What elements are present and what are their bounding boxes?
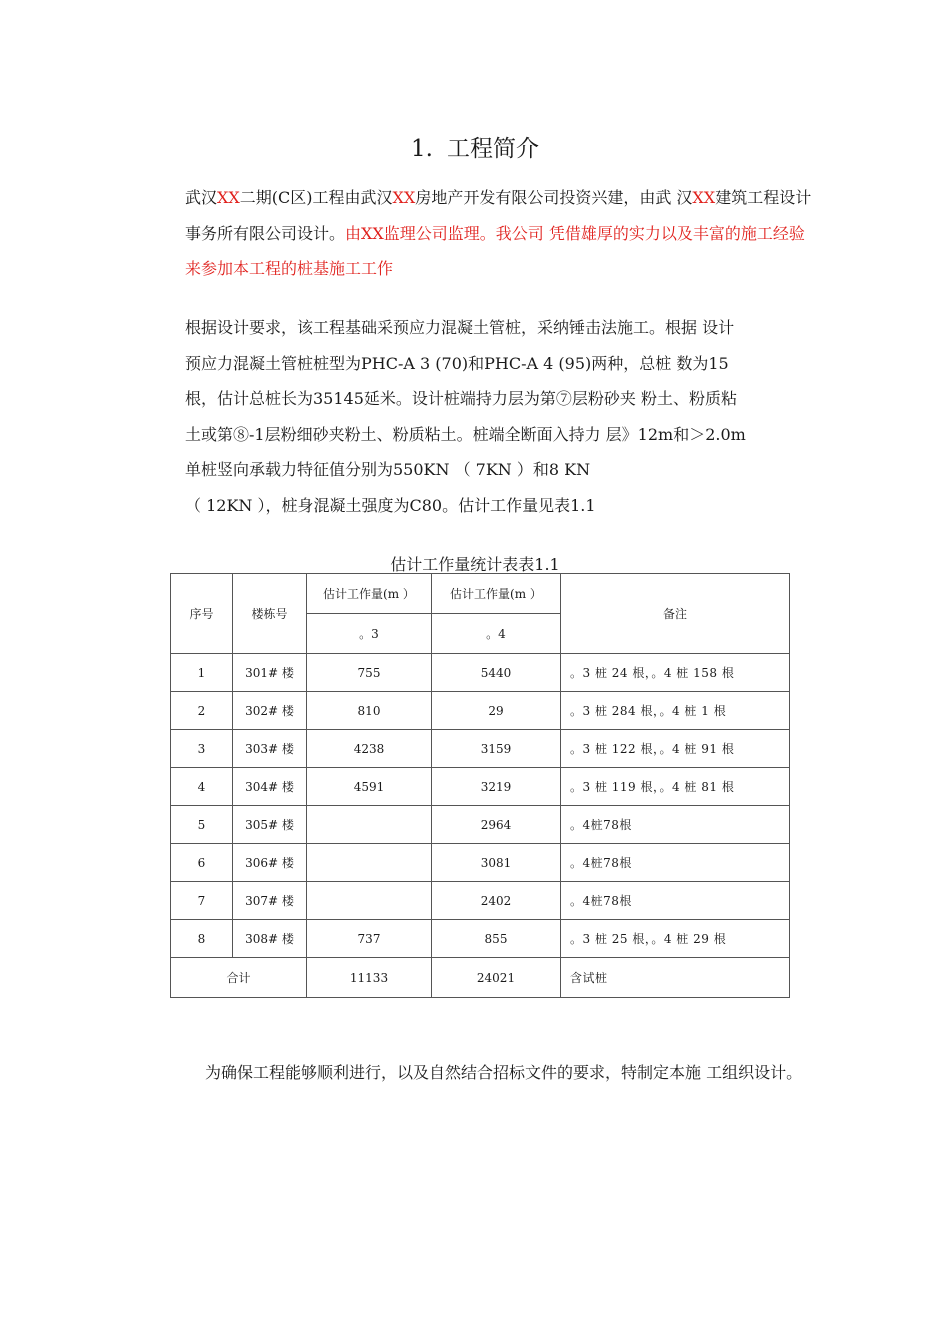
table-row	[171, 768, 790, 806]
cell-seq: 4	[171, 768, 233, 806]
cell-note: 。4桩78根	[561, 806, 790, 844]
cell-building: 302# 楼	[233, 692, 307, 730]
cell-vol4: 3219	[432, 768, 561, 806]
table-row	[171, 806, 790, 844]
workload-table	[170, 573, 790, 998]
design-line: 根据设计要求，该工程基础采预应力混凝土管桩，采纳锤击法施工。根据 设计	[185, 318, 735, 337]
table-row	[171, 844, 790, 882]
cell-note: 。4桩78根	[561, 882, 790, 920]
placeholder-xx: XX	[692, 188, 716, 207]
design-paragraph	[185, 310, 815, 523]
cell-vol3: 4591	[307, 768, 432, 806]
cell-vol3: 737	[307, 920, 432, 958]
cell-vol3	[307, 806, 432, 844]
cell-building: 307# 楼	[233, 882, 307, 920]
table-row	[171, 692, 790, 730]
section-number: 1.	[411, 136, 433, 162]
cell-building: 305# 楼	[233, 806, 307, 844]
table-row	[171, 654, 790, 692]
cell-vol4: 29	[432, 692, 561, 730]
total-vol3: 11133	[307, 958, 432, 998]
cell-vol4: 2964	[432, 806, 561, 844]
cell-seq: 2	[171, 692, 233, 730]
cell-building: 306# 楼	[233, 844, 307, 882]
cell-vol4: 2402	[432, 882, 561, 920]
cell-vol3: 4238	[307, 730, 432, 768]
cell-note: 。4桩78根	[561, 844, 790, 882]
cell-note: 。3 桩 25 根，。4 桩 29 根	[561, 920, 790, 958]
header-seq: 序号	[171, 574, 233, 654]
intro-text: 房地产开发有限公司投资兴建，由武 汉	[415, 188, 693, 207]
table-caption: 估计工作量统计表表1.1	[390, 555, 560, 574]
cell-vol3: 755	[307, 654, 432, 692]
table-header-row	[171, 574, 790, 614]
table-row	[171, 882, 790, 920]
cell-note: 。3 桩 284 根，。4 桩 1 根	[561, 692, 790, 730]
cell-building: 308# 楼	[233, 920, 307, 958]
header-vol3: 估计工作量(m ）	[307, 574, 432, 614]
header-note: 备注	[561, 574, 790, 654]
cell-building: 301# 楼	[233, 654, 307, 692]
cell-seq: 1	[171, 654, 233, 692]
intro-paragraph	[185, 180, 815, 287]
cell-vol3	[307, 882, 432, 920]
cell-note: 。3 桩 122 根，。4 桩 91 根	[561, 730, 790, 768]
intro-text: 二期(C区)工程由武汉	[239, 188, 393, 207]
cell-seq: 8	[171, 920, 233, 958]
intro-text: 武汉	[185, 188, 218, 207]
section-title	[0, 130, 950, 163]
design-line: 预应力混凝土管桩桩型为PHC-A 3 (70)和PHC-A 4 (95)两种，总桩 数为15	[185, 353, 729, 373]
header-vol3-sub: 。3	[307, 614, 432, 654]
total-note: 含试桩	[561, 958, 790, 998]
cell-vol4: 3081	[432, 844, 561, 882]
intro-highlight-text: 由XX监理公司监理。我公司 凭借雄厚的实力以及丰富的施工经验来参加本工程的桩基施工工作	[185, 223, 805, 278]
cell-vol4: 855	[432, 920, 561, 958]
design-line: 根，估计总桩长为35145延米。设计桩端持力层为第⑦层粉砂夹 粉土、粉质粘	[185, 389, 737, 408]
intro-text: 建筑工程设计事务所有限公司设计。	[185, 188, 812, 243]
cell-vol4: 3159	[432, 730, 561, 768]
cell-vol4: 5440	[432, 654, 561, 692]
total-label: 合计	[171, 958, 307, 998]
cell-seq: 3	[171, 730, 233, 768]
cell-vol3	[307, 844, 432, 882]
header-vol4-sub: 。4	[432, 614, 561, 654]
cell-vol3: 810	[307, 692, 432, 730]
table-total-row	[171, 958, 790, 998]
cell-building: 303# 楼	[233, 730, 307, 768]
closing-paragraph: 为确保工程能够顺利进行，以及自然结合招标文件的要求，特制定本施 工组织设计。	[205, 1063, 803, 1082]
cell-note: 。3 桩 24 根，。4 桩 158 根	[561, 654, 790, 692]
cell-note: 。3 桩 119 根，。4 桩 81 根	[561, 768, 790, 806]
placeholder-xx: XX	[392, 188, 416, 207]
header-building: 楼栋号	[233, 574, 307, 654]
cell-seq: 6	[171, 844, 233, 882]
cell-seq: 5	[171, 806, 233, 844]
cell-building: 304# 楼	[233, 768, 307, 806]
table-row	[171, 920, 790, 958]
table-row	[171, 730, 790, 768]
placeholder-xx: XX	[217, 188, 240, 207]
cell-seq: 7	[171, 882, 233, 920]
design-line: （ 12KN ），桩身混凝土强度为C80。估计工作量见表1.1	[185, 495, 596, 515]
header-vol4: 估计工作量(m ）	[432, 574, 561, 614]
design-line: 土或第⑧-1层粉细砂夹粉土、粉质粘土。桩端全断面入持力 层》12m和＞2.0m	[185, 424, 746, 444]
section-title-text: 工程简介	[446, 136, 539, 162]
design-line: 单桩竖向承载力特征值分别为550KN （ 7KN ）和8 KN	[185, 460, 591, 479]
total-vol4: 24021	[432, 958, 561, 998]
